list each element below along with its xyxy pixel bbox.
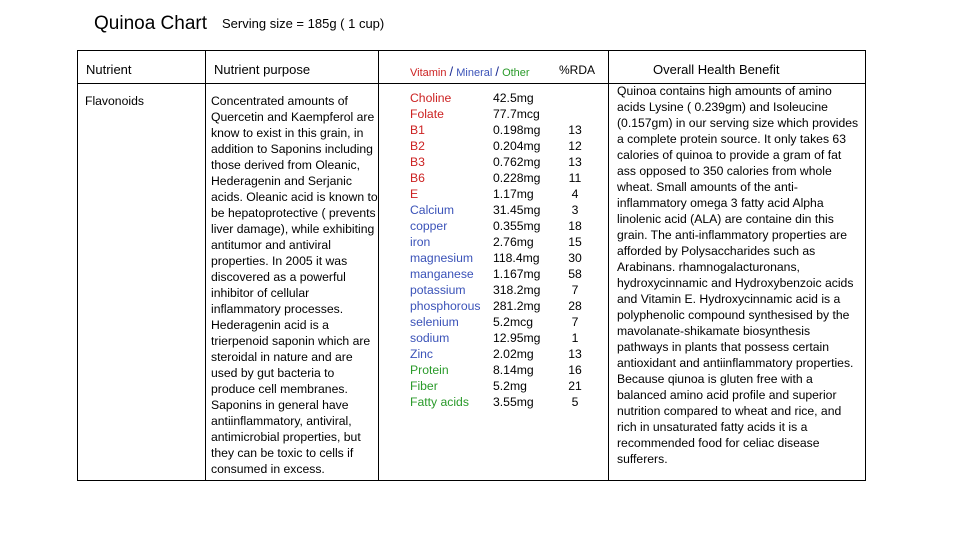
nutrient-row-rda: 11 <box>568 171 582 185</box>
legend-vitamin: Vitamin <box>410 67 447 79</box>
legend-slash-1: / <box>449 64 454 79</box>
nutrient-row-amount: 3.55mg <box>493 395 534 409</box>
nutrient-row-name: Fiber <box>410 379 438 393</box>
nutrient-row-rda: 13 <box>568 155 582 169</box>
nutrient-row <box>410 234 600 250</box>
nutrient-row-name: B3 <box>410 155 425 169</box>
nutrient-row <box>410 330 600 346</box>
nutrient-row-amount: 2.76mg <box>493 235 534 249</box>
nutrient-row-name: phosphorous <box>410 299 481 313</box>
nutrient-row-amount: 42.5mg <box>493 91 534 105</box>
nutrient-row-amount: 5.2mcg <box>493 315 533 329</box>
nutrient-row-name: Calcium <box>410 203 455 217</box>
nutrient-row-amount: 0.228mg <box>493 171 541 185</box>
nutrient-row-name: Zinc <box>410 347 434 361</box>
nutrient-row-rda: 12 <box>568 139 582 153</box>
nutrient-row-amount: 31.45mg <box>493 203 541 217</box>
nutrient-row-amount: 1.17mg <box>493 187 534 201</box>
nutrient-row <box>410 266 600 282</box>
nutrient-row <box>410 138 600 154</box>
nutrient-row-rda: 21 <box>568 379 582 393</box>
column-divider-1 <box>205 50 206 481</box>
column-divider-3 <box>608 50 609 481</box>
nutrient-row <box>410 122 600 138</box>
nutrient-row-name: Choline <box>410 91 452 105</box>
nutrient-row-rda: 58 <box>568 267 582 281</box>
nutrient-row-amount: 0.762mg <box>493 155 541 169</box>
nutrient-row <box>410 378 600 394</box>
nutrient-row-name: B1 <box>410 123 425 137</box>
nutrient-row-name: sodium <box>410 331 450 345</box>
nutrient-row-rda: 30 <box>568 251 582 265</box>
nutrient-row-rda: 15 <box>568 235 582 249</box>
nutrient-row <box>410 218 600 234</box>
nutrient-row <box>410 90 600 106</box>
nutrient-row-name: Fatty acids <box>410 395 469 409</box>
nutrient-row-rda: 13 <box>568 123 582 137</box>
header-benefit: Overall Health Benefit <box>653 62 780 77</box>
table-left-border <box>77 50 78 481</box>
nutrient-row <box>410 186 600 202</box>
table-top-border <box>77 50 866 51</box>
nutrient-row-rda: 16 <box>568 363 582 377</box>
nutrient-row-amount: 0.198mg <box>493 123 541 137</box>
nutrient-row <box>410 394 600 410</box>
nutrient-row-name: Protein <box>410 363 449 377</box>
serving-size: Serving size = 185g ( 1 cup) <box>222 16 385 31</box>
nutrient-row-amount: 318.2mg <box>493 283 541 297</box>
nutrient-row-rda: 13 <box>568 347 582 361</box>
nutrient-row-name: manganese <box>410 267 474 281</box>
nutrient-row-name: copper <box>410 219 448 233</box>
nutrient-row-name: potassium <box>410 283 466 297</box>
nutrient-row-rda: 5 <box>571 395 579 409</box>
nutrient-row <box>410 314 600 330</box>
nutrient-row-amount: 281.2mg <box>493 299 541 313</box>
nutrient-row-amount: 1.167mg <box>493 267 541 281</box>
nutrient-row-amount: 0.204mg <box>493 139 541 153</box>
nutrient-row-rda: 3 <box>571 203 579 217</box>
header-category-legend <box>410 64 530 79</box>
legend-mineral: Mineral <box>456 67 493 79</box>
header-rda: %RDA <box>559 63 596 77</box>
nutrient-purpose-text: Concentrated amounts of Quercetin and Kaempferol are know to exist in this grain, in addition to Saponins including those derived from Oleanic, Hederagenin and Serjanic acids. Oleanic acid is known to be hepatoprotective ( prevents liver damage), while exhibiting antitumor and antiviral properties. In 2005 it was discovered as a powerful inhibitor of cellular inflammatory processes. Hederagenin acid is a trierpenoid saponin which are steroidal in nature and are used by gut bacteria to produce cell membranes. Saponins in general have antiinflammatory, antiviral, antimicrobial properties, but they can be toxic to cells if consumed in excess. <box>211 94 378 476</box>
table-right-border <box>865 50 866 481</box>
header-nutrient: Nutrient <box>86 62 132 77</box>
nutrient-row-rda: 1 <box>571 331 579 345</box>
nutrient-row-rda: 28 <box>568 299 582 313</box>
nutrient-row-amount: 8.14mg <box>493 363 534 377</box>
page-title: Quinoa Chart <box>94 13 208 34</box>
nutrient-row <box>410 202 600 218</box>
nutrient-row-name: Folate <box>410 107 444 121</box>
nutrient-row-name: iron <box>410 235 431 249</box>
nutrient-row-amount: 2.02mg <box>493 347 534 361</box>
nutrient-row <box>410 298 600 314</box>
nutrient-row <box>410 362 600 378</box>
nutrient-row <box>410 282 600 298</box>
nutrient-row-name: E <box>410 187 419 201</box>
nutrient-row <box>410 106 600 122</box>
nutrient-row <box>410 154 600 170</box>
nutrient-row-rda: 7 <box>571 283 579 297</box>
nutrient-row-rda: 18 <box>568 219 582 233</box>
nutrient-row-name: B6 <box>410 171 425 185</box>
nutrient-row-rda: 4 <box>571 187 579 201</box>
nutrient-row <box>410 346 600 362</box>
nutrient-row-name: selenium <box>410 315 459 329</box>
nutrient-name: Flavonoids <box>85 94 144 108</box>
header-purpose: Nutrient purpose <box>214 62 311 77</box>
legend-other: Other <box>502 67 530 79</box>
nutrient-row-rda: 7 <box>571 315 579 329</box>
nutrient-row-amount: 77.7mcg <box>493 107 540 121</box>
nutrient-row-amount: 5.2mg <box>493 379 527 393</box>
nutrient-row-name: B2 <box>410 139 425 153</box>
nutrient-row <box>410 250 600 266</box>
nutrient-row <box>410 170 600 186</box>
nutrient-row-name: magnesium <box>410 251 473 265</box>
health-benefit-text: Quinoa contains high amounts of amino acids Lysine ( 0.239gm) and Isoleucine (0.157gm) in our serving size which provides a complete protein source. It only takes 63 calories of quinoa to provide a gram of fat ass opposed to 350 calories from whole wheat. Small amounts of the anti-inflammatory omega 3 fatty acid Alpha linolenic acid (ALA) are containe din this grain. The anti-inflammatory properties are afforded by Polysaccharides such as Arabinans. rhamnogalacturonans, hydroxycinnamic and Hydroxybenzoic acids and Vitamin E. Hydroxycinnamic acid is a polyphenolic compound synthesised by the mavolanate-shikamate biosynthesis pathways in plants that possess certain antioxidant and antiinflammatory properties. Because qiunoa is gluten free with a balanced amino acid profile and superior nutrition compared to wheat and rice, and rich in unsaturated fatty acids it is a recommended food for celiac disease sufferers. <box>617 84 859 466</box>
table-bottom-border <box>77 480 866 481</box>
nutrient-row-amount: 12.95mg <box>493 331 541 345</box>
nutrient-row-amount: 118.4mg <box>493 251 540 265</box>
legend-slash-2: / <box>495 64 499 79</box>
nutrient-row-amount: 0.355mg <box>493 219 541 233</box>
